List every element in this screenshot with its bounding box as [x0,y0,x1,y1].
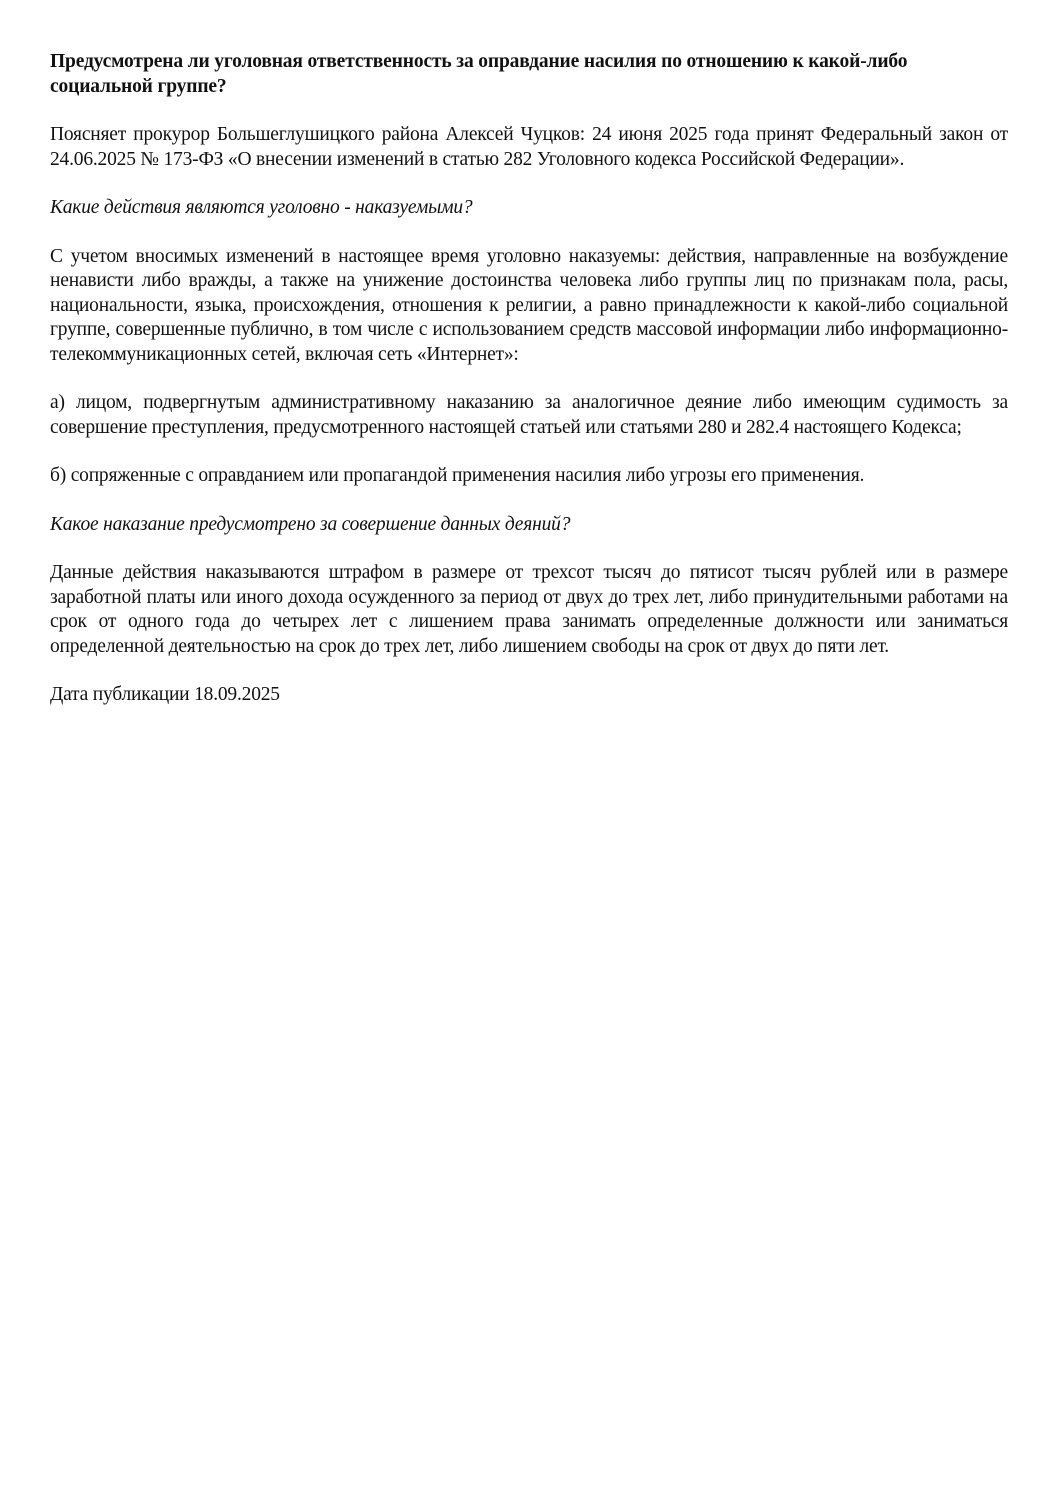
document-page [50,50,1008,708]
question-heading-2: Какое наказание предусмотрено за совершение данных деяний? [50,513,571,535]
question-heading-1: Какие действия являются уголовно - наказуемыми? [50,197,473,218]
document-title: Предусмотрена ли уголовная ответственность за оправдание насилия по отношению к какой-либо социальной группе? [50,51,908,97]
list-item-b: б) сопряженные с оправданием или пропагандой применения насилия либо угрозы его применения. [50,465,865,486]
list-item-a: а) лицом, подвергнутым административному наказанию за аналогичное деяние либо имеющим судимость за совершение преступления, предусмотренного настоящей статьей или статьями 280 и 282.4 настоящего Кодекса; [50,392,1008,438]
answer-paragraph-2: Данные действия наказываются штрафом в размере от трехсот тысяч до пятисот тысяч рублей или в размере заработной платы или иного дохода осужденного за период от двух до трех лет, либо принудительными работами на срок от одного года до четырех лет с лишением права занимать определенные должности или заниматься определенной деятельностью на срок до трех лет, либо лишением свободы на срок от двух до пяти лет. [50,562,1008,657]
publication-date: Дата публикации 18.09.2025 [50,684,280,705]
intro-paragraph: Поясняет прокурор Большеглушицкого района Алексей Чуцков: 24 июня 2025 года принят Федеральный закон от 24.06.2025 № 173-ФЗ «О внесении изменений в статью 282 Уголовного кодекса Российской Федерации». [50,124,1008,170]
answer-paragraph-1: С учетом вносимых изменений в настоящее время уголовно наказуемы: действия, направленные на возбуждение ненависти либо вражды, а также на унижение достоинства человека либо группы лиц по признакам пола, расы, национальности, языка, происхождения, отношения к религии, а равно принадлежности к какой-либо социальной группе, совершенные публично, в том числе с использованием средств массовой информации либо информационно-телекоммуникационных сетей, включая сеть «Интернет»: [50,245,1008,365]
